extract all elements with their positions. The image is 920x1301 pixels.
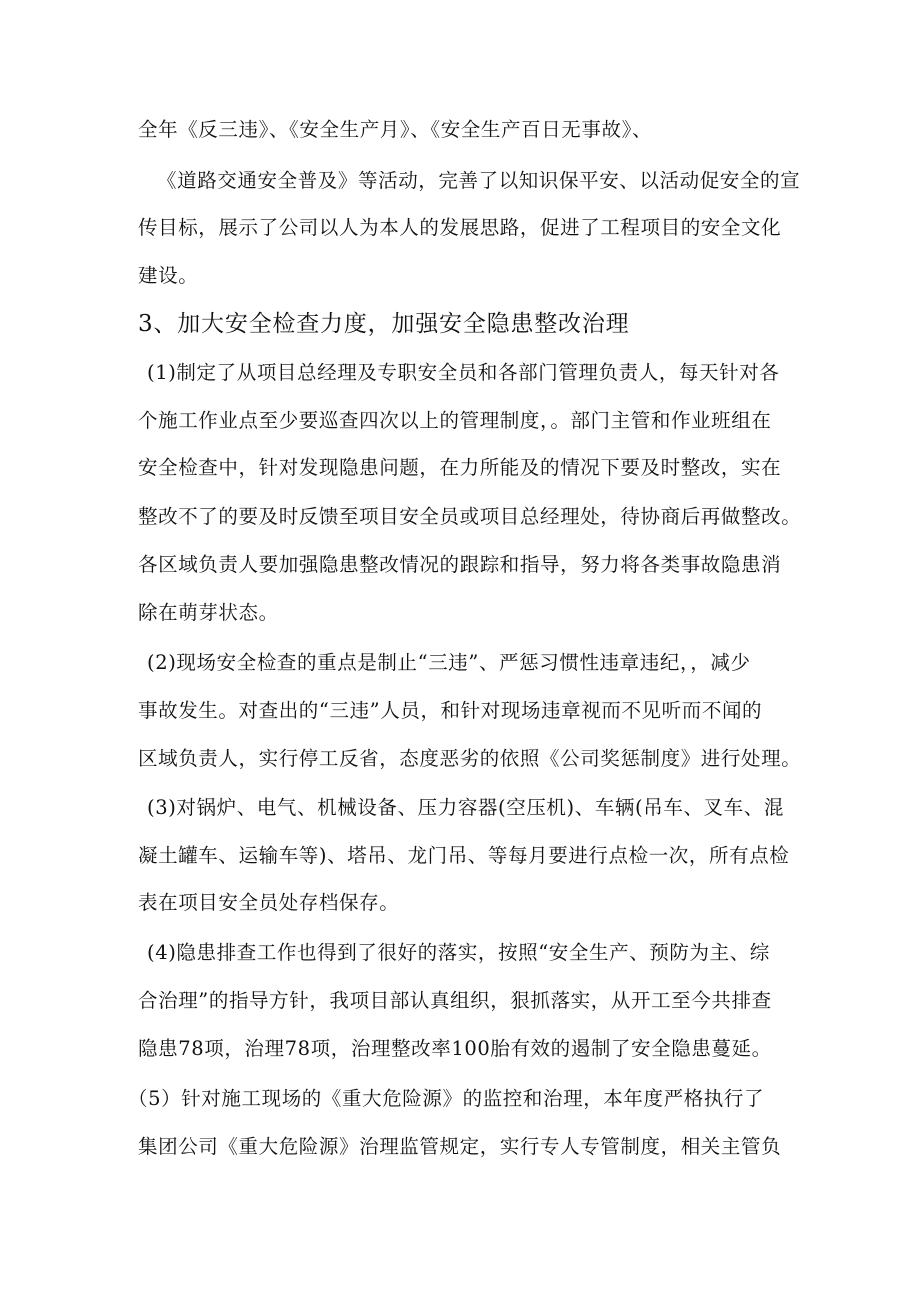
item-1-line: 各区域负责人要加强隐患整改情况的跟踪和指导，努力将各类事故隐患消 [138, 553, 782, 576]
intro-line: 传目标，展示了公司以人为本人的发展思路，促进了工程项目的安全文化 [138, 216, 782, 239]
item-4-line: (4)隐患排查工作也得到了很好的落实，按照“安全生产、预防为主、综 [147, 941, 770, 964]
item-4-line: 隐患78项，治理78项，治理整改率100胎有效的遏制了安全隐患蔓延。 [138, 1037, 772, 1060]
item-1-line: (1)制定了从项目总经理及专职安全员和各部门管理负责人，每天针对各 [147, 361, 780, 384]
item-3-line: (3)对锅炉、电气、机械设备、压力容器(空压机)、车辆(吊车、叉车、混 [147, 796, 784, 819]
intro-line: 全年《反三违》、《安全生产月》、《安全生产百日无事故》、 [138, 118, 653, 141]
intro-line: 建设。 [138, 264, 199, 287]
item-2-line: 区域负责人，实行停工反省，态度恶劣的依照《公司奖惩制度》进行处理。 [138, 747, 802, 770]
item-1-line: 整改不了的要及时反馈至项目安全员或项目总经理处，待协商后再做整改。 [138, 505, 802, 528]
item-1-line: 安全检查中，针对发现隐患问题，在力所能及的情况下要及时整改，实在 [138, 456, 782, 479]
intro-line: 《道路交通安全普及》等活动，完善了以知识保平安、以活动促安全的宣 [157, 169, 801, 192]
item-1-line: 除在萌芽状态。 [138, 601, 279, 624]
item-2-line: 事故发生。对查出的“三违”人员，和针对现场违章视而不见听而不闻的 [138, 699, 763, 722]
item-3-line: 凝土罐车、运输车等)、塔吊、龙门吊、等每月要进行点检一次，所有点检 [138, 844, 790, 867]
section-heading: 3、加大安全检查力度，加强安全隐患整改治理 [138, 311, 630, 337]
item-3-line: 表在项目安全员处存档保存。 [138, 891, 400, 914]
item-5-line: 集团公司《重大危险源》治理监管规定，实行专人专管制度，相关主管负 [138, 1135, 782, 1158]
item-4-line: 合治理”的指导方针，我项目部认真组织，狠抓落实，从开工至今共排查 [138, 989, 772, 1012]
item-1-line: 个施工作业点至少要巡查四次以上的管理制度，。部门主管和作业班组在 [138, 409, 772, 432]
item-2-line: (2)现场安全检查的重点是制止“三违”、严惩习惯性违章违纪，，减少 [147, 651, 751, 674]
item-5-line: （5）针对施工现场的《重大危险源》的监控和治理，本年度严格执行了 [128, 1087, 765, 1110]
